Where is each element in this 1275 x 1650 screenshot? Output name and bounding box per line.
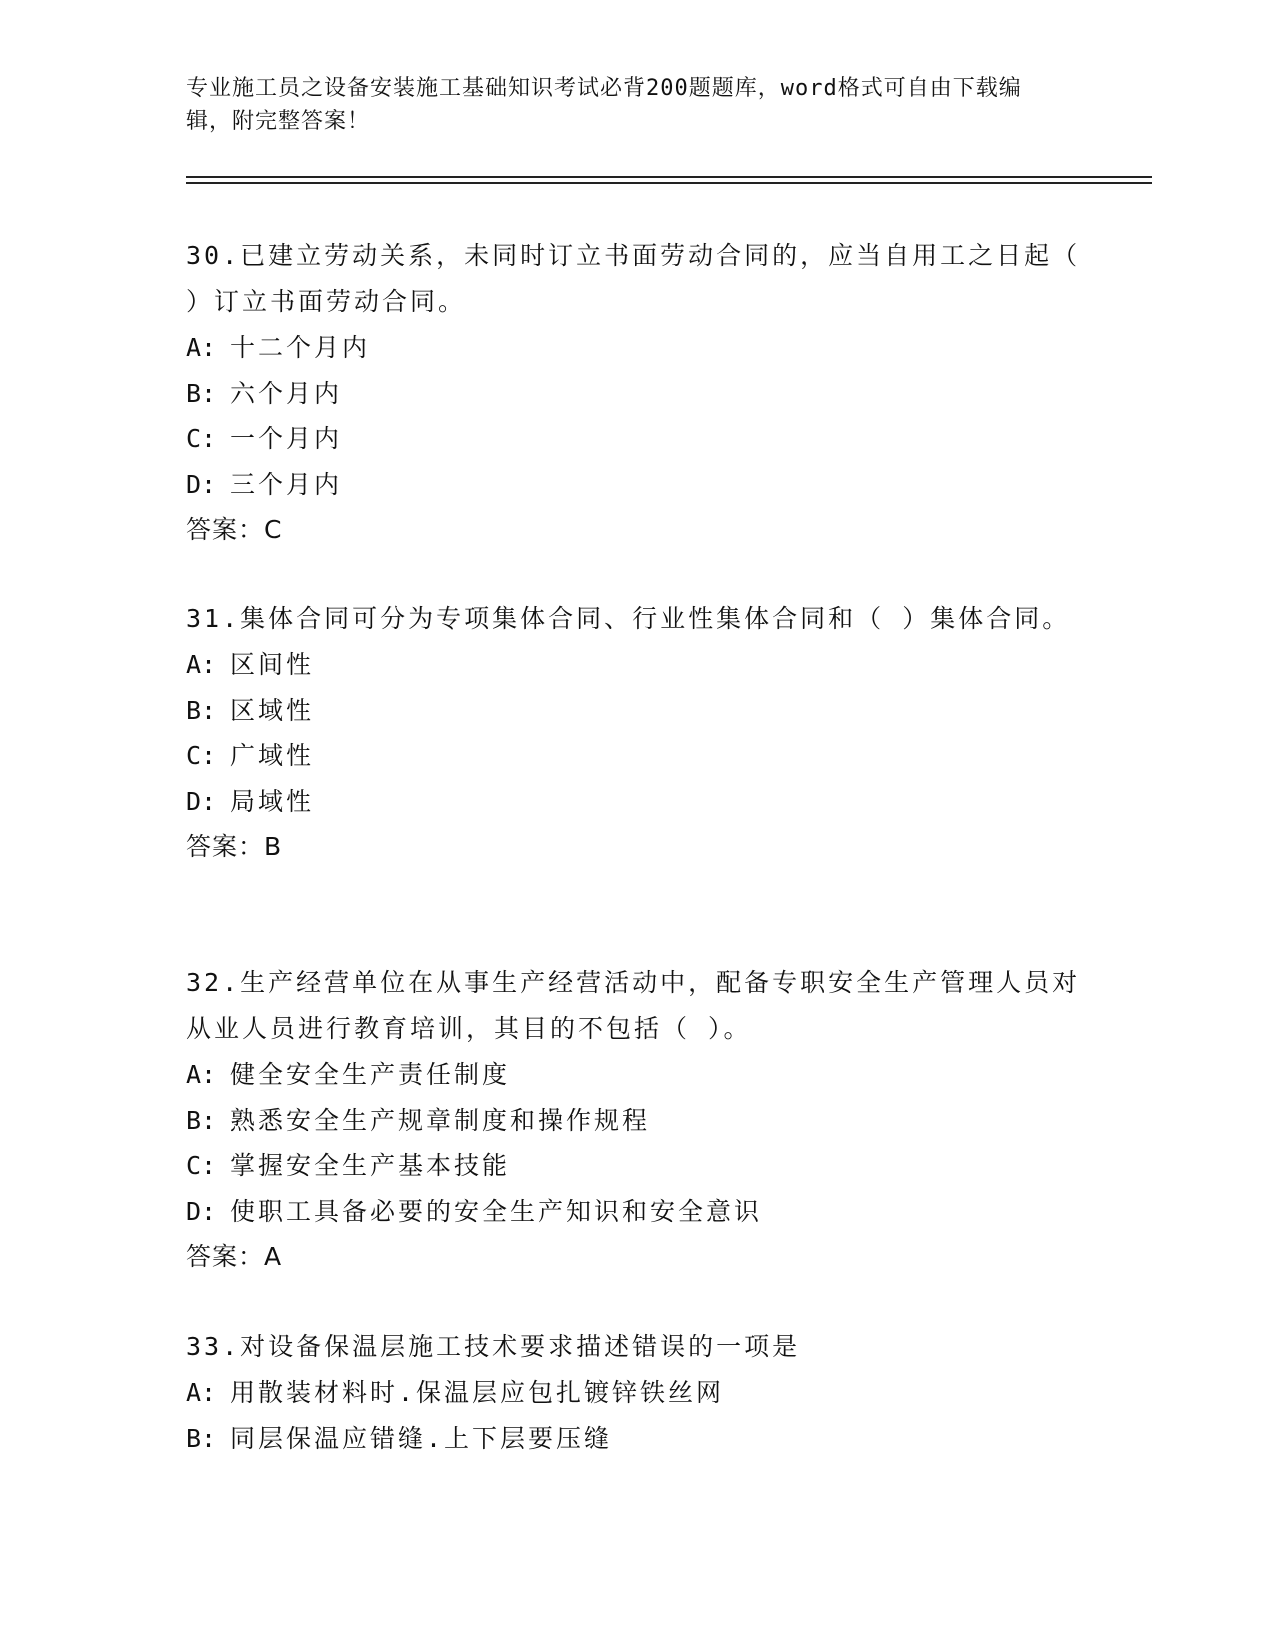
option-text: 用散装材料时.保温层应包扎镀锌铁丝网 [230,1378,725,1407]
option-text: 广域性 [230,741,315,770]
document-header: 专业施工员之设备安装施工基础知识考试必背200题题库，word格式可自由下载编辑，附完整答案！ [186,76,1022,134]
header-divider-bottom [186,182,1152,184]
option-letter: D: [186,1196,217,1226]
option-b [186,371,1086,417]
option-b [186,688,1086,734]
option-a [186,325,1086,371]
option-d [186,1189,1086,1235]
option-a [186,1370,1086,1416]
option-letter: B: [186,695,217,725]
option-letter: B: [186,1423,217,1453]
option-text: 同层保温应错缝.上下层要压缝 [230,1423,613,1453]
question-stem: 33.对设备保温层施工技术要求描述错误的一项是 [186,1332,801,1361]
option-d [186,779,1086,825]
answer-line: 答案：A [186,1242,283,1271]
option-letter: C: [186,424,217,453]
option-letter: A: [186,333,217,362]
option-text: 十二个月内 [230,333,371,362]
option-text: 局域性 [230,786,315,816]
question-stem: 32.生产经营单位在从事生产经营活动中，配备专职安全生产管理人员对从业人员进行教育培训，其目的不包括（ ）。 [186,968,1081,1043]
option-letter: C: [186,741,217,770]
option-d [186,462,1086,508]
option-letter: D: [186,469,217,499]
question-30 [186,233,1086,553]
option-text: 三个月内 [230,469,343,499]
answer-line: 答案：C [186,515,283,544]
option-b [186,1098,1086,1144]
option-b [186,1416,1086,1462]
option-text: 掌握安全生产基本技能 [230,1151,511,1180]
option-letter: B: [186,378,217,408]
option-text: 一个月内 [230,424,343,453]
option-letter: A: [186,650,217,679]
option-text: 使职工具备必要的安全生产知识和安全意识 [230,1196,763,1226]
question-stem: 30.已建立劳动关系，未同时订立书面劳动合同的，应当自用工之日起（ ）订立书面劳动合同。 [186,241,1081,316]
option-letter: D: [186,786,217,816]
question-33 [186,1324,1086,1461]
option-c [186,416,1086,462]
answer-line: 答案：B [186,832,283,861]
option-a [186,1052,1086,1098]
question-stem: 31.集体合同可分为专项集体合同、行业性集体合同和（ ）集体合同。 [186,604,1071,633]
option-text: 区间性 [230,650,315,679]
option-text: 熟悉安全生产规章制度和操作规程 [230,1105,651,1135]
option-a [186,642,1086,688]
option-letter: A: [186,1060,217,1089]
option-c [186,1143,1086,1189]
option-letter: B: [186,1105,217,1135]
question-32 [186,960,1086,1280]
option-letter: A: [186,1378,217,1407]
question-31 [186,596,1086,870]
option-letter: C: [186,1151,217,1180]
option-text: 六个月内 [230,378,343,408]
option-text: 区域性 [230,695,315,725]
option-c [186,733,1086,779]
header-divider-top [186,176,1152,178]
option-text: 健全安全生产责任制度 [230,1060,511,1089]
